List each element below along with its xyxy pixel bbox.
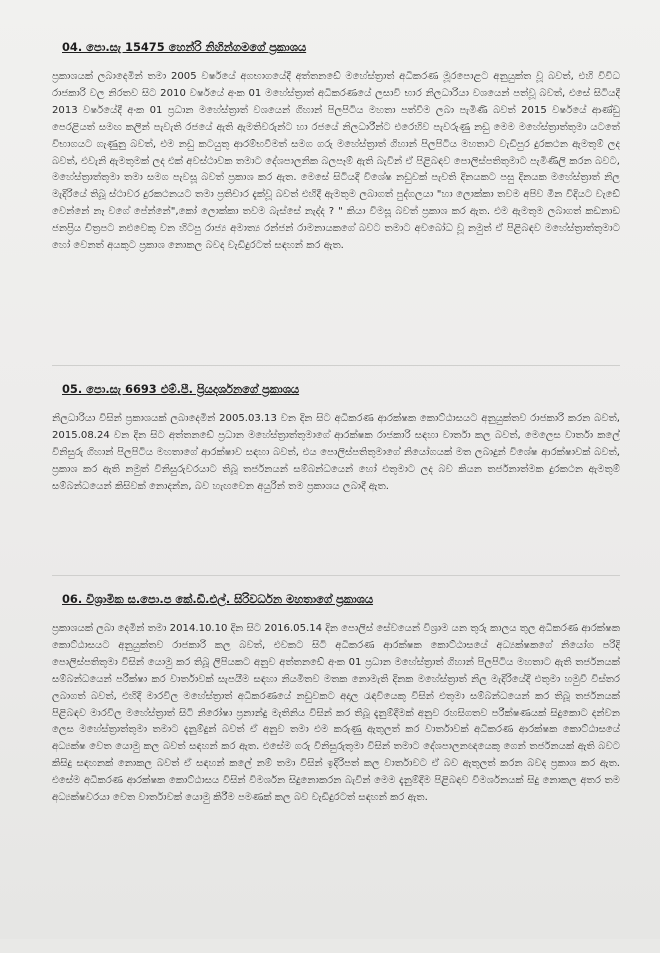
statement-section-05 xyxy=(52,382,620,559)
section-body: ප්‍රකාශයක් ලබා දෙමින් තමා 2014.10.10 දින සිට 2016.05.14 දින පොලිස් සේවයෙන් විශ්‍රාම යන තුරු කාලය තුල අධිකරණ ආරක්ෂක කොට්ඨාසයට අනුයුක්තව රාජකාරි කල බවත්, එවකට සිටි අධිකරණ ආරක්ෂක කොට්ඨාසයේ අධ්‍යක්ෂකගේ නියෝග පරිදි පොලිස්පතිතුමා විසින් යොමු කර තිබූ ලිපියකට අනුව අත්තනඩේ අංක 01 ප්‍රධාන මහේස්ත්‍රාත් ගිහාන් පිලපිටිය මහතාට ඇති තර්ජනයක් සම්බන්ධයෙන් පරීක්ෂා කර වාර්තාවක් සැපයීම සඳහා නියමිතව මතක නොමැති දිනක මහේස්ත්‍රාත් නිල මැදිරියේදී එතුමා හමුවී විස්තර ලබාගත් බවත්, එහිදී මාරවිල මහේස්ත්‍රාත් අධිකරණයේ නඩුවකට අදාල රැඳවියෙකු විසින් එතුමා සම්බන්ධයෙන් කර තිබූ තර්ජනයක් පිළිබඳව මාරවිල මහේස්ත්‍රාත් සිටි නිරෝෂා ප්‍රනාන්දු මැතිනිය විසින් කර තිබූ දැනුම්දීමක් අනුව රහසිගතව පරීක්ෂණයක් සිදුකොට දන්වන ලෙස මහේස්ත්‍රාත්තුමා තමාට දැනුම්දුන් බවත් ඒ අනුව තමා එම කරුණු ඇතුලත් කර වාර්තාවක් අධිකරණ ආරක්ෂක කොට්ඨාසයේ අධ්‍යක්ෂ වෙත යොමු කල බවත් සඳහන් කර ඇත. එසේම ගරු විනිසුරුතුමා විසින් තමාට දේශපාලනඥයෙකු ගෙන් තර්ජනයක් ඇති බවට කිසිදු සඳහනක් නොකල බවත් ඒ සඳහන් කලේ නම් තමා විසින් ඉදිරිපත් කල වාර්තාවට ඒ බව ඇතුලත් කරන බවද ප්‍රකාශ කර ඇත. එසේම අධිකරණ ආරක්ෂක කොට්ඨාසය විසින් විමර්ශන සිදුනොකරන බැවින් මෙම දැනුම්දීම පිළිබඳව විමර්ශනයක් සිදු නොකල අතර තම අධ්‍යක්ෂවරයා වෙත වාර්තාවක් යොමු කිරීම පමණක් කල බව වැඩිදුරටත් සඳහන් කර ඇත. xyxy=(52,623,620,804)
section-heading: 05. පො.සැ 6693 එම්.පී. ප්‍රියදර්ශනගේ ප්‍රකාශය xyxy=(62,382,300,396)
section-body: නිලධාරියා විසින් ප්‍රකාශයක් ලබාදෙමින් 2005.03.13 වන දින සිට අධිකරණ ආරක්ෂක කොට්ඨාසයට අනුයුක්තව රාජකාරි කරන බවත්, 2015.08.24 වන දින සිට අත්තනඩේ ප්‍රධාන මහේස්ත්‍රාත්තුමාගේ ආරක්ෂක රාජකාරි සඳහා වාර්තා කල බවත්, මෙලෙස වාර්තා කලේ විනිසුරු ගිහාන් පිලපිටිය මහතාගේ ආරක්ෂාව සඳහා බවත්, එය පොලිස්පතිතුමාගේ නියෝගයක් මත ලබාදුන් විශේෂ ආරක්ෂාවක් බවත්, ප්‍රකාශ කර ඇති නමුත් විනිසුරුවරයාට තිබූ තර්ජනයන් සම්බන්ධයෙන් හෝ එතුමාට ලද බව කියන තර්ජනාත්මක දුරකථන ඇමතුම් සම්බන්ධයෙන් කිසිවක් නොදන්න, බව හැඟවෙන අයුරින් තම ප්‍රකාශය ලබාදී ඇත. xyxy=(52,413,620,492)
statement-section-06 xyxy=(52,592,620,953)
section-divider xyxy=(52,575,620,576)
statement-section-04 xyxy=(52,40,620,349)
section-heading: 04. පො.සැ 15475 හෙන්රි නිහින්ගමගේ ප්‍රකාශය xyxy=(62,40,307,54)
section-heading: 06. විශ්‍රාමික ස.පො.ප කේ.ඩී.එල්. සිරිවර්ධන මහතාගේ ප්‍රකාශය xyxy=(62,592,374,606)
section-body: ප්‍රකාශයක් ලබාදෙමින් තමා 2005 වර්ෂයේ අගභාගයේදී අත්තනඩේ මහේස්ත්‍රාත් අධිකරණ මූරපොළට අනුයුක්ත වූ බවත්, එහි විවිධ රාජකාරි වල නිරතව සිට 2010 වර්ෂයේ අංක 01 මහේස්ත්‍රාත් අධිකරණයේ ලසාවි භාර නිලධාරියා වශයෙන් පත්වූ බවත්, එසේ සිටියදී 2013 වර්ෂයේදී අංක 01 ප්‍රධාන මහේස්ත්‍රාත් වශයෙන් ගිහාන් පිලපිටිය මහතා පත්වීම ලබා පැමිණි බවත් 2015 වර්ෂයේ ආණ්ඩු පෙරළියත් සමඟ කලින් පැවැති රජයේ ඇති ඇමතිවරුන්ට හා රජයේ නිලධාරීන්ට එරෙහිව පැවරුණු නඩු මෙම මහේස්ත්‍රාත්තුමා යටතේ විභාගයට ගැණුනු බවත්, එම නඩු කටයුතු ආරම්භවීමත් සමග ගරු මහේස්ත්‍රාත් ගිහාන් පිලපිටිය මහතාට වැඩිපුර දුරකථන ඇමතුම් ලද බවත්, එවැනි ඇමතුමක් ලද එක් අවස්ථාවක තමාට දේශපාලනික බලපෑම් ඇති බැවින් ඒ පිළිබඳව පොලිස්පතිතුමාට පැමිණිලි කරන බවට, මහේස්ත්‍රාත්තුමා තමා සමග පැවසූ බවත් ප්‍රකාශ කර ඇත. මෙසේ සිටියදී විශේෂ නඩුවක් පැවති දිනයකට පසු දිනයක මහේස්ත්‍රාත් නිල මැදිරියේ තිබූ ස්ථාවර දුරකථනයට තමා ප්‍රතිචාර දැක්වූ බවත් එහිදී ඇමතුම ලබාගත් පුද්ගලයා "හා ලොක්කා තවම අපිව මීන විදියට වැඩේ වෙන්නේ නෑ වගේ පේන්නේ",කෝ ලොක්කා තවම බැස්සේ නැද්ද ? " කියා විමසූ බවත් ප්‍රකාශ කර ඇත. එම ඇමතුම ලබාගත් කඩනාඩ ජනප්‍රිය චිත්‍රපට නළුවෙකු වන හිටපු රාජ්‍ය අමාත්‍ය රන්ජන් රාමනායකගේ බවට තමාට අවබෝධ වූ නමුත් ඒ පිළිබඳව මහේස්ත්‍රාත්තුමාට හෝ වෙනත් අයකුට ප්‍රකාශ නොකල බවද වැඩිදුරටත් සඳහන් කර ඇත. xyxy=(52,71,620,252)
section-divider xyxy=(52,365,620,366)
